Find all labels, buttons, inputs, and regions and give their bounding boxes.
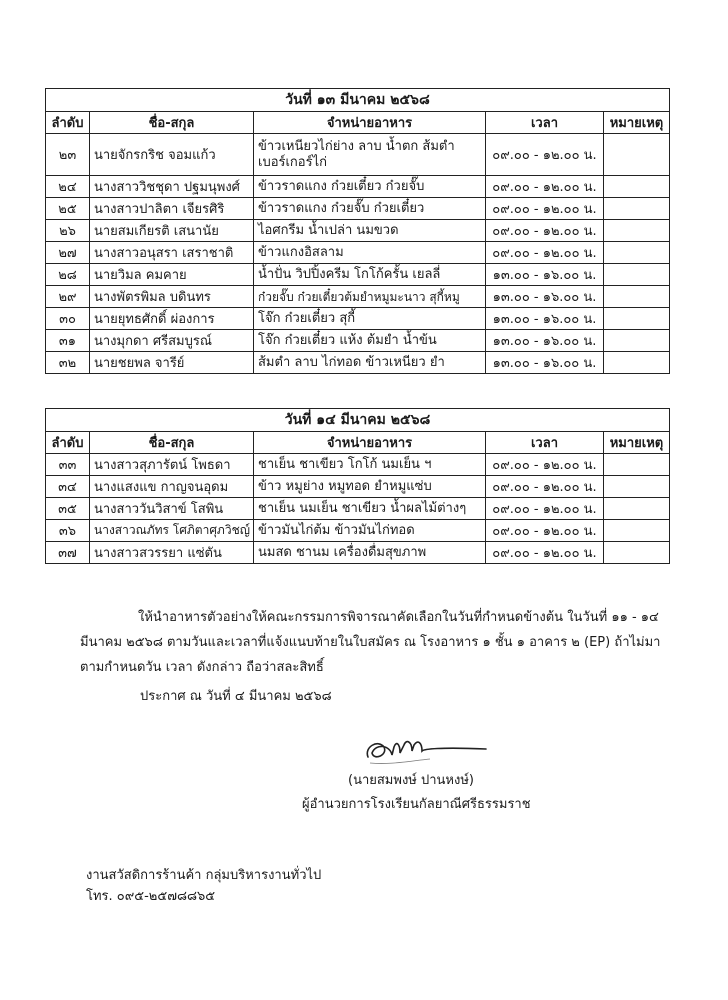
table-row: [46, 220, 670, 242]
column-header: เวลา: [486, 432, 604, 454]
seller-name: นางสาวอนุสรา เสราชาติ: [90, 242, 254, 264]
time-slot: ๑๓.๐๐ - ๑๖.๐๐ น.: [486, 330, 604, 352]
time-slot: ๐๙.๐๐ - ๑๒.๐๐ น.: [486, 176, 604, 198]
row-number: ๒๗: [46, 242, 90, 264]
seller-name: นางสาววันวิสาข์ โสพิน: [90, 498, 254, 520]
remark: [604, 220, 670, 242]
seller-name: นางสาววิชชุดา ปฐมนุพงศ์: [90, 176, 254, 198]
food-items: ข้าว หมูย่าง หมูทอด ยำหมูแซ่บ: [254, 476, 486, 498]
time-slot: ๐๙.๐๐ - ๑๒.๐๐ น.: [486, 498, 604, 520]
announcement-date: ประกาศ ณ วันที่ ๔ มีนาคม ๒๕๖๘: [140, 689, 332, 704]
row-number: ๒๖: [46, 220, 90, 242]
table-title: วันที่ ๑๔ มีนาคม ๒๕๖๘: [46, 409, 670, 432]
time-slot: ๑๓.๐๐ - ๑๖.๐๐ น.: [486, 352, 604, 374]
seller-name: นางแสงแข กาญจนอุดม: [90, 476, 254, 498]
remark: [604, 176, 670, 198]
remark: [604, 286, 670, 308]
seller-name: นางสาวณภัทร โศภิตาศุภวิชญ์: [90, 520, 254, 542]
column-header: ลำดับ: [46, 432, 90, 454]
row-number: ๒๓: [46, 134, 90, 176]
seller-name: นายวิมล คมคาย: [90, 264, 254, 286]
remark: [604, 476, 670, 498]
instruction-paragraph: ให้นำอาหารตัวอย่างให้คณะกรรมการพิจารณาคัดเลือกในวันที่กำหนดข้างต้น ในวันที่ ๑๑ - ๑๔ มีนาคม ๒๕๖๘ ตามวันและเวลาที่แจ้งแนบท้ายในใบสมัคร ณ โรงอาหาร ๑ ชั้น ๑ อาคาร ๒ (EP) ถ้าไม่มาตามกำหนดวัน เวลา ดังกล่าว ถือว่าสละสิทธิ์: [80, 610, 661, 675]
food-items: นมสด ชานม เครื่องดื่มสุขภาพ: [254, 542, 486, 564]
remark: [604, 308, 670, 330]
table-row: [46, 134, 670, 176]
seller-name: นางสาวสวรรยา แซ่ตัน: [90, 542, 254, 564]
footer-department: งานสวัสดิการร้านค้า กลุ่มบริหารงานทั่วไป: [86, 868, 322, 883]
row-number: ๓๑: [46, 330, 90, 352]
food-items: ข้าวแกงอิสลาม: [254, 242, 486, 264]
remark: [604, 454, 670, 476]
column-header: จำหน่ายอาหาร: [254, 112, 486, 134]
table-title: วันที่ ๑๓ มีนาคม ๒๕๖๘: [46, 89, 670, 112]
food-items: น้ำปั่น วิปปิ้งครีม โกโก้ครั้น เยลลี่: [254, 264, 486, 286]
remark: [604, 330, 670, 352]
table-row: [46, 454, 670, 476]
remark: [604, 352, 670, 374]
food-items: ไอศกรีม น้ำเปล่า นมขวด: [254, 220, 486, 242]
seller-name: นายชยพล จารีย์: [90, 352, 254, 374]
remark: [604, 264, 670, 286]
footer-phone: โทร. ๐๙๕-๒๕๗๘๘๖๕: [86, 889, 216, 904]
row-number: ๒๙: [46, 286, 90, 308]
signer-position: ผู้อำนวยการโรงเรียนกัลยาณีศรีธรรมราช: [302, 797, 531, 812]
column-header: จำหน่ายอาหาร: [254, 432, 486, 454]
food-items: โจ๊ก ก๋วยเตี๋ยว สุกี้: [254, 308, 486, 330]
table-row: [46, 264, 670, 286]
row-number: ๓๖: [46, 520, 90, 542]
table-row: [46, 352, 670, 374]
remark: [604, 198, 670, 220]
table-row: [46, 330, 670, 352]
time-slot: ๐๙.๐๐ - ๑๒.๐๐ น.: [486, 476, 604, 498]
row-number: ๒๕: [46, 198, 90, 220]
food-items: ชาเย็น ชาเขียว โกโก้ นมเย็น ฯ: [254, 454, 486, 476]
table-row: [46, 308, 670, 330]
table-row: [46, 198, 670, 220]
remark: [604, 542, 670, 564]
food-items: ข้าวราดแกง ก๋วยจั๊บ ก๋วยเตี๋ยว: [254, 198, 486, 220]
food-items: ชาเย็น นมเย็น ชาเขียว น้ำผลไม้ต่างๆ: [254, 498, 486, 520]
time-slot: ๑๓.๐๐ - ๑๖.๐๐ น.: [486, 264, 604, 286]
table-row: [46, 498, 670, 520]
column-header: หมายเหตุ: [604, 432, 670, 454]
food-items: ข้าวเหนียวไก่ย่าง ลาบ น้ำตก ส้มตำ เบอร์เกอร์ไก่: [254, 134, 486, 176]
seller-name: นางมุกดา ศรีสมบูรณ์: [90, 330, 254, 352]
signature-image: [360, 725, 490, 770]
seller-name: นายจักรกริช จอมแก้ว: [90, 134, 254, 176]
food-items: โจ๊ก ก๋วยเตี๋ยว แห้ง ต้มยำ น้ำข้น: [254, 330, 486, 352]
row-number: ๓๕: [46, 498, 90, 520]
row-number: ๓๓: [46, 454, 90, 476]
column-header: เวลา: [486, 112, 604, 134]
seller-name: นางสาวปาลิตา เจียรศิริ: [90, 198, 254, 220]
seller-name: นายยุทธศักดิ์ ผ่องการ: [90, 308, 254, 330]
time-slot: ๐๙.๐๐ - ๑๒.๐๐ น.: [486, 220, 604, 242]
table-row: [46, 476, 670, 498]
seller-name: นายสมเกียรติ เสนานัย: [90, 220, 254, 242]
row-number: ๒๔: [46, 176, 90, 198]
food-items: ส้มตำ ลาบ ไก่ทอด ข้าวเหนียว ยำ: [254, 352, 486, 374]
remark: [604, 498, 670, 520]
time-slot: ๑๓.๐๐ - ๑๖.๐๐ น.: [486, 286, 604, 308]
row-number: ๓๗: [46, 542, 90, 564]
column-header: ลำดับ: [46, 112, 90, 134]
signer-name: (นายสมพงษ์ ปานหงษ์): [348, 773, 474, 788]
seller-name: นางพัตรพิมล บดินทร: [90, 286, 254, 308]
table-row: [46, 520, 670, 542]
row-number: ๓๐: [46, 308, 90, 330]
row-number: ๓๔: [46, 476, 90, 498]
food-items: ก๋วยจั๊บ ก๋วยเตี๋ยวต้มยำหมูมะนาว สุกี้หมู: [254, 286, 486, 308]
food-items: ข้าวราดแกง ก๋วยเตี๋ยว ก๋วยจั๊บ: [254, 176, 486, 198]
table-row: [46, 242, 670, 264]
seller-name: นางสาวสุภารัตน์ โพธดา: [90, 454, 254, 476]
row-number: ๓๒: [46, 352, 90, 374]
time-slot: ๐๙.๐๐ - ๑๒.๐๐ น.: [486, 454, 604, 476]
row-number: ๒๘: [46, 264, 90, 286]
schedule-table-day13: [45, 88, 670, 374]
schedule-table-day14: [45, 408, 670, 564]
remark: [604, 520, 670, 542]
remark: [604, 134, 670, 176]
time-slot: ๑๓.๐๐ - ๑๖.๐๐ น.: [486, 308, 604, 330]
remark: [604, 242, 670, 264]
column-header: ชื่อ-สกุล: [90, 432, 254, 454]
column-header: หมายเหตุ: [604, 112, 670, 134]
time-slot: ๐๙.๐๐ - ๑๒.๐๐ น.: [486, 542, 604, 564]
time-slot: ๐๙.๐๐ - ๑๒.๐๐ น.: [486, 198, 604, 220]
time-slot: ๐๙.๐๐ - ๑๒.๐๐ น.: [486, 242, 604, 264]
time-slot: ๐๙.๐๐ - ๑๒.๐๐ น.: [486, 520, 604, 542]
time-slot: ๐๙.๐๐ - ๑๒.๐๐ น.: [486, 134, 604, 176]
table-row: [46, 286, 670, 308]
table-row: [46, 542, 670, 564]
food-items: ข้าวมันไก่ต้ม ข้าวมันไก่ทอด: [254, 520, 486, 542]
column-header: ชื่อ-สกุล: [90, 112, 254, 134]
table-row: [46, 176, 670, 198]
